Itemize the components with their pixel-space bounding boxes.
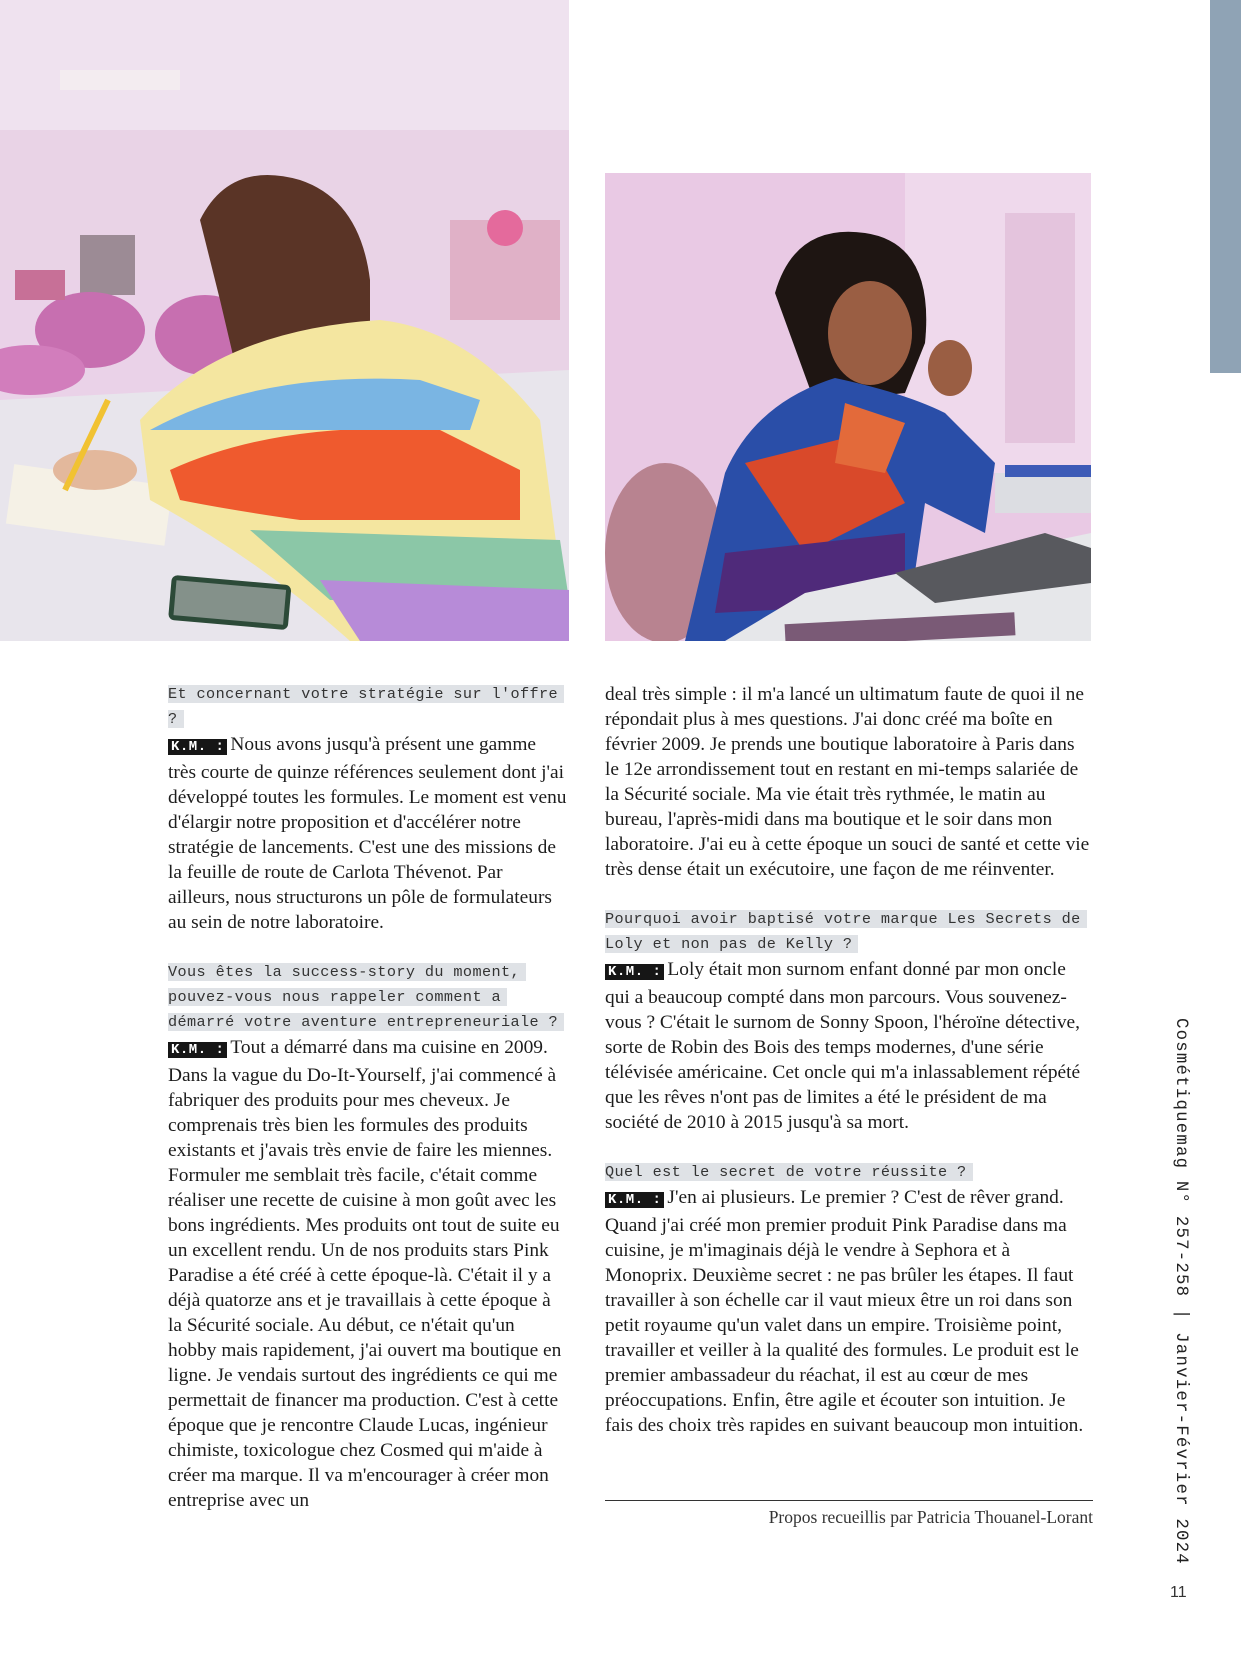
question-success-secret: Quel est le secret de votre réussite ? bbox=[605, 1160, 1093, 1185]
side-color-tab bbox=[1210, 0, 1241, 373]
answer-paragraph: K.M. : Tout a démarré dans ma cuisine en 2009. Dans la vague du Do-It-Yourself, j'ai commencé à fabriquer des produits pour mes cheveux. Je comprenais très bien les formules des produits existants et j'avais très envie de faire les miennes. Formuler me semblait très facile, c'était comme réaliser une recette de cuisine à mon goût avec les bons ingrédients. Mes produits ont tout de suite eu un excellent rendu. Un de nos produits stars Pink Paradise a été créé à cette époque-là. C'était il y a déjà quatorze ans et je travaillais à cette époque à la Sécurité sociale. Au début, ce n'était qu'un hobby mais rapidement, j'ai ouvert ma boutique en ligne. Je vendais surtout des ingrédients ce qui me permettait de financer ma production. C'est à cette époque que je rencontre Claude Lucas, ingénieur chimiste, toxicologue chez Cosmed qui m'aide à créer ma marque. Il va m'encourager à créer mon entreprise avec un bbox=[168, 1037, 562, 1511]
article-column-right bbox=[605, 682, 1093, 1438]
page-number: 11 bbox=[1170, 1584, 1187, 1601]
byline: Propos recueillis par Patricia Thouanel-Lorant bbox=[768, 1507, 1093, 1527]
article-column-left bbox=[168, 682, 568, 1513]
speaker-tag: K.M. : bbox=[605, 964, 664, 980]
question-success-story: Vous êtes la success-story du moment, pouvez-vous nous rappeler comment a démarré votre aventure entrepreneuriale ? bbox=[168, 960, 568, 1035]
answer-paragraph: K.M. : J'en ai plusieurs. Le premier ? C'est de rêver grand. Quand j'ai créé mon premier produit Pink Paradise dans ma cuisine, je m'imaginais déjà le vendre à Sephora et à Monoprix. Deuxième secret : ne pas brûler les étapes. Il faut travailler à son échelle car il vaut mieux être un roi dans son petit royaume qu'un valet dans un empire. Troisième point, travailler et veiller à la qualité des formules. Le produit est le premier ambassadeur du réachat, il est au cœur de mes préoccupations. Enfin, être agile et écouter son intuition. Je fais des choix très rapides en suivant beaucoup mon intuition. bbox=[605, 1187, 1084, 1436]
answer-paragraph: K.M. : Nous avons jusqu'à présent une gamme très courte de quinze références seulement dont j'ai développé toutes les formules. Le moment est venu d'élargir notre proposition et d'accélérer notre stratégie de lancements. C'est une des missions de la feuille de route de Carlota Thévenot. Par ailleurs, nous structurons un pôle de formulateurs au sein de notre laboratoire. bbox=[168, 734, 567, 933]
answer-paragraph-continued: deal très simple : il m'a lancé un ultimatum faute de quoi il ne répondait plus à mes questions. J'ai donc créé ma boîte en février 2009. Je prends une boutique laboratoire à Paris dans le 12e arrondissement tout en restant en mi-temps salariée de la Sécurité sociale. Ma vie était très rythmée, le matin au bureau, l'après-midi dans ma boutique et le soir dans mon laboratoire. J'ai eu à cette époque un souci de santé et cette vie très dense était un exécutoire, une façon de me réinventer. bbox=[605, 684, 1090, 880]
photo-woman-writing bbox=[0, 0, 569, 641]
answer-paragraph: K.M. : Loly était mon surnom enfant donné par mon oncle qui a beaucoup compté dans mon parcours. Vous souvenez-vous ? C'était le surnom de Sonny Spoon, l'héroïne détective, sorte de Robin des Bois des temps modernes, d'une série télévisée américaine. Cet oncle qui m'a inlassablement répété que les rêves n'ont pas de limites a été le président de ma société de 2010 à 2015 jusqu'à sa mort. bbox=[605, 959, 1081, 1133]
question-strategy-offer: Et concernant votre stratégie sur l'offre ? bbox=[168, 682, 568, 732]
speaker-tag: K.M. : bbox=[168, 1042, 227, 1058]
speaker-tag: K.M. : bbox=[168, 739, 227, 755]
running-head: Cosmétiquemag N° 257-258 | Janvier-Février 2024 bbox=[1171, 1018, 1190, 1565]
question-brand-name: Pourquoi avoir baptisé votre marque Les Secrets de Loly et non pas de Kelly ? bbox=[605, 907, 1093, 957]
photo-woman-smiling bbox=[605, 173, 1091, 641]
byline-divider bbox=[605, 1500, 1093, 1501]
speaker-tag: K.M. : bbox=[605, 1192, 664, 1208]
